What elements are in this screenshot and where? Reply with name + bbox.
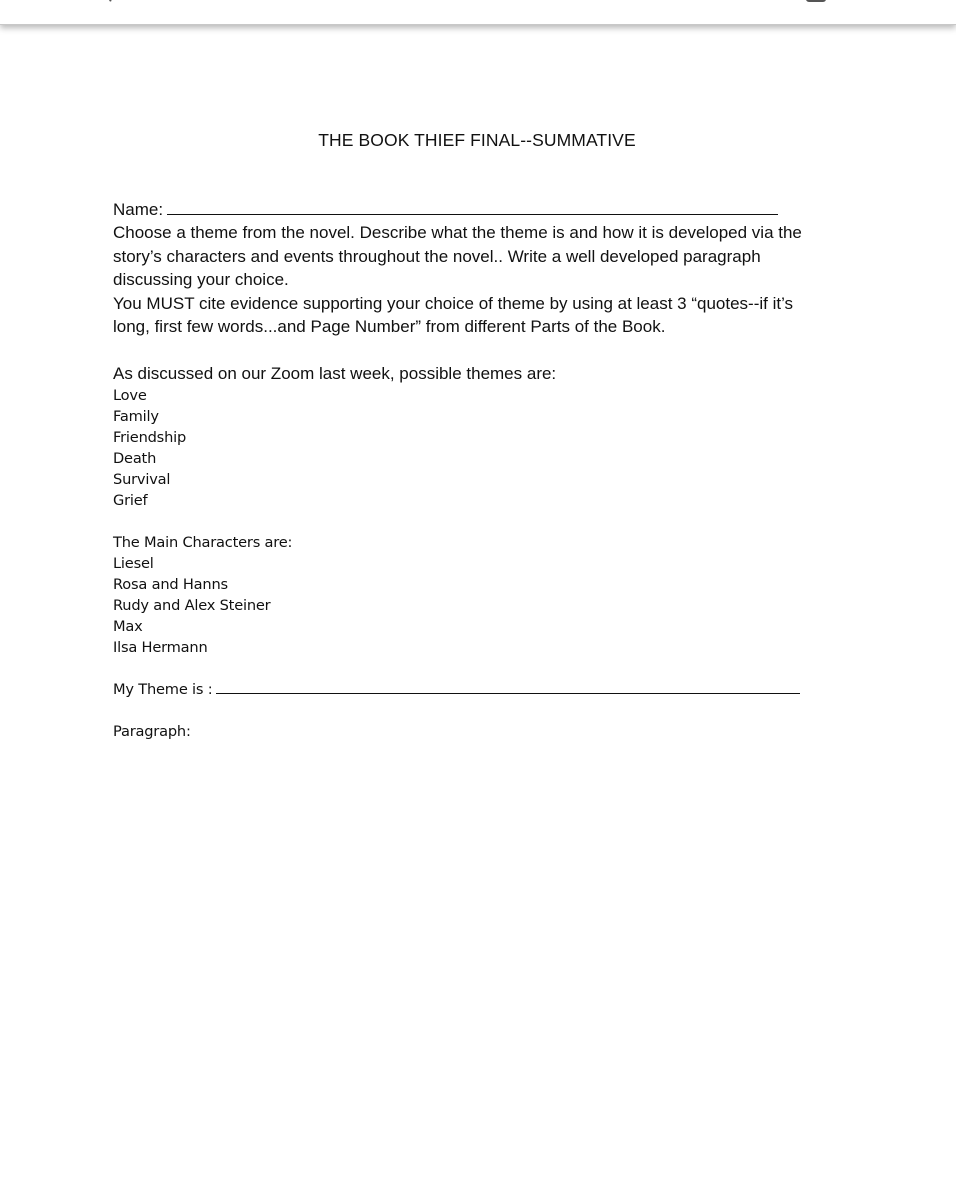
theme-item: Love [113,387,147,405]
evidence-line: You MUST cite evidence supporting your choice of theme by using at least 3 “quotes--if it’s [113,293,794,313]
my-theme-line [113,679,833,700]
theme-item: Grief [113,492,148,510]
evidence-line: long, first few words...and Page Number” from different Parts of the Book. [113,317,666,337]
my-theme-blank[interactable] [216,681,800,694]
themes-list [113,385,833,742]
instruction-line: Choose a theme from the novel. Describe what the theme is and how it is developed via the [113,223,802,243]
theme-item: Survival [113,471,171,489]
theme-item: Death [113,450,157,468]
print-icon[interactable] [806,0,826,2]
my-theme-label: My Theme is : [113,681,213,699]
name-line [113,198,833,221]
name-label: Name: [113,200,164,219]
instruction-line: story’s characters and events throughout the novel.. Write a well developed paragraph [113,246,761,266]
theme-item: Friendship [113,429,187,447]
instruction-line: discussing your choice. [113,270,289,290]
character-item: Rudy and Alex Steiner [113,597,271,615]
paragraph-label: Paragraph: [113,723,191,741]
character-item: Max [113,618,143,636]
character-item: Liesel [113,555,154,573]
character-item: Rosa and Hanns [113,576,228,594]
viewer-toolbar [0,0,956,25]
character-item: Ilsa Hermann [113,639,208,657]
toolbar-fragment-icon [109,0,116,3]
document-body [113,198,833,742]
theme-item: Family [113,408,159,426]
characters-intro: The Main Characters are: [113,534,293,552]
document-page [0,24,956,1200]
document-title: THE BOOK THIEF FINAL--SUMMATIVE [318,130,636,150]
name-blank[interactable] [167,200,778,215]
themes-intro: As discussed on our Zoom last week, possible themes are: [113,363,557,383]
